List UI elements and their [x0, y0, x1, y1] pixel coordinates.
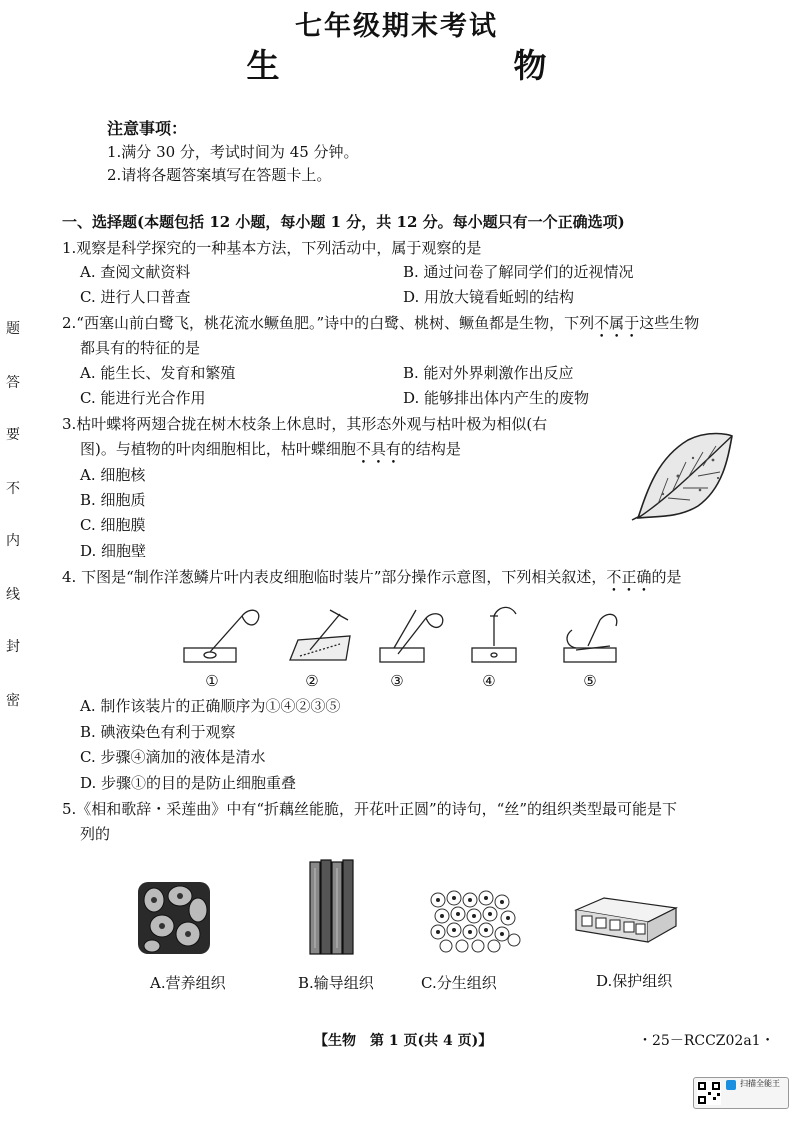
- q4-option-b: B. 碘液染色有利于观察: [80, 723, 236, 741]
- q2-option-d: D. 能够排出体内产生的废物: [403, 389, 590, 407]
- step-label: ②: [305, 672, 319, 690]
- q3-option-c: C. 细胞膜: [80, 516, 146, 534]
- notice-item-1: 1.满分 30 分，考试时间为 45 分钟。: [107, 143, 359, 161]
- section-heading: 一、选择题(本题包括 12 小题，每小题 1 分，共 12 分。每小题只有一个正确选项): [62, 213, 625, 231]
- side-char: 线: [6, 587, 20, 603]
- q4-option-c: C. 步骤④滴加的液体是清水: [80, 748, 266, 766]
- q5-stem-line1: 5.《相和歌辞・采莲曲》中有“折藕丝能脆，开花叶正圆”的诗句，“丝”的组织类型最可能是下: [62, 800, 677, 818]
- q4-option-a: A. 制作该装片的正确顺序为①④②③⑤: [80, 697, 341, 715]
- q2-option-b: B. 能对外界刺激作出反应: [403, 364, 574, 382]
- slide-preparation-diagram: [180, 600, 630, 670]
- side-char: 答: [6, 375, 20, 391]
- scanner-watermark: [693, 1077, 789, 1109]
- q3-stem-line1: 3.枯叶蝶将两翅合拢在树木枝条上休息时，其形态外观与枯叶极为相似(右: [62, 415, 548, 433]
- q4-option-d: D. 步骤①的目的是防止细胞重叠: [80, 774, 297, 792]
- notice-item-2: 2.请将各题答案填写在答题卡上。: [107, 166, 332, 184]
- q4-stem: 4. 下图是“制作洋葱鳞片叶内表皮细胞临时装片”部分操作示意图，下列相关叙述，不正确的是: [62, 568, 682, 586]
- q5-option-d: D.保护组织: [596, 972, 673, 990]
- q1-option-c: C. 进行人口普查: [80, 288, 191, 306]
- q5-stem-line2: 列的: [80, 825, 111, 843]
- step-label: ④: [482, 672, 496, 690]
- q3-option-a: A. 细胞核: [80, 466, 146, 484]
- side-char: 封: [6, 639, 20, 655]
- exam-title: 七年级期末考试: [295, 11, 498, 42]
- q5-option-b: B.输导组织: [298, 974, 374, 992]
- q2-stem-line2: 都具有的特征的是: [80, 339, 201, 357]
- q3-option-b: B. 细胞质: [80, 491, 146, 509]
- step-label: ③: [390, 672, 404, 690]
- qr-code-icon: [697, 1081, 721, 1105]
- q1-stem: 1.观察是科学探究的一种基本方法，下列活动中，属于观察的是: [62, 239, 482, 257]
- step-label: ①: [205, 672, 219, 690]
- q3-stem-line2: 图)。与植物的叶肉细胞相比，枯叶蝶细胞不具有的结构是: [80, 440, 461, 458]
- scanner-label: 扫描全能王: [740, 1079, 780, 1088]
- q2-stem: 2.“西塞山前白鹭飞，桃花流水鳜鱼肥。”诗中的白鹭、桃树、鳜鱼都是生物，下列不属于这些生物: [62, 314, 700, 332]
- page-number: 【生物 第 1 页(共 4 页)】: [314, 1033, 493, 1049]
- q5-option-c: C.分生组织: [421, 974, 497, 992]
- meristematic-tissue-image: [428, 890, 524, 954]
- side-char: 内: [6, 533, 20, 549]
- q2-option-a: A. 能生长、发育和繁殖: [80, 364, 236, 382]
- side-char: 不: [6, 481, 20, 497]
- q1-option-b: B. 通过问卷了解同学们的近视情况: [403, 263, 634, 281]
- dead-leaf-butterfly-image: [628, 428, 736, 524]
- step-label: ⑤: [583, 672, 597, 690]
- protective-tissue-image: [574, 894, 678, 946]
- q1-option-d: D. 用放大镜看蚯蚓的结构: [403, 288, 575, 306]
- cs-logo-icon: [726, 1080, 736, 1090]
- subject-title: 生 物: [246, 46, 603, 85]
- exam-code: ・25－RCCZ02a1・: [638, 1033, 775, 1049]
- q2-option-c: C. 能进行光合作用: [80, 389, 206, 407]
- q1-option-a: A. 查阅文献资料: [80, 263, 191, 281]
- nutrient-tissue-image: [136, 880, 212, 956]
- side-char: 题: [6, 321, 20, 337]
- q5-option-a: A.营养组织: [150, 974, 226, 992]
- notice-heading: 注意事项：: [107, 119, 188, 138]
- side-char: 密: [6, 693, 20, 709]
- side-char: 要: [6, 427, 20, 443]
- conducting-tissue-image: [306, 858, 358, 958]
- q3-option-d: D. 细胞壁: [80, 542, 147, 560]
